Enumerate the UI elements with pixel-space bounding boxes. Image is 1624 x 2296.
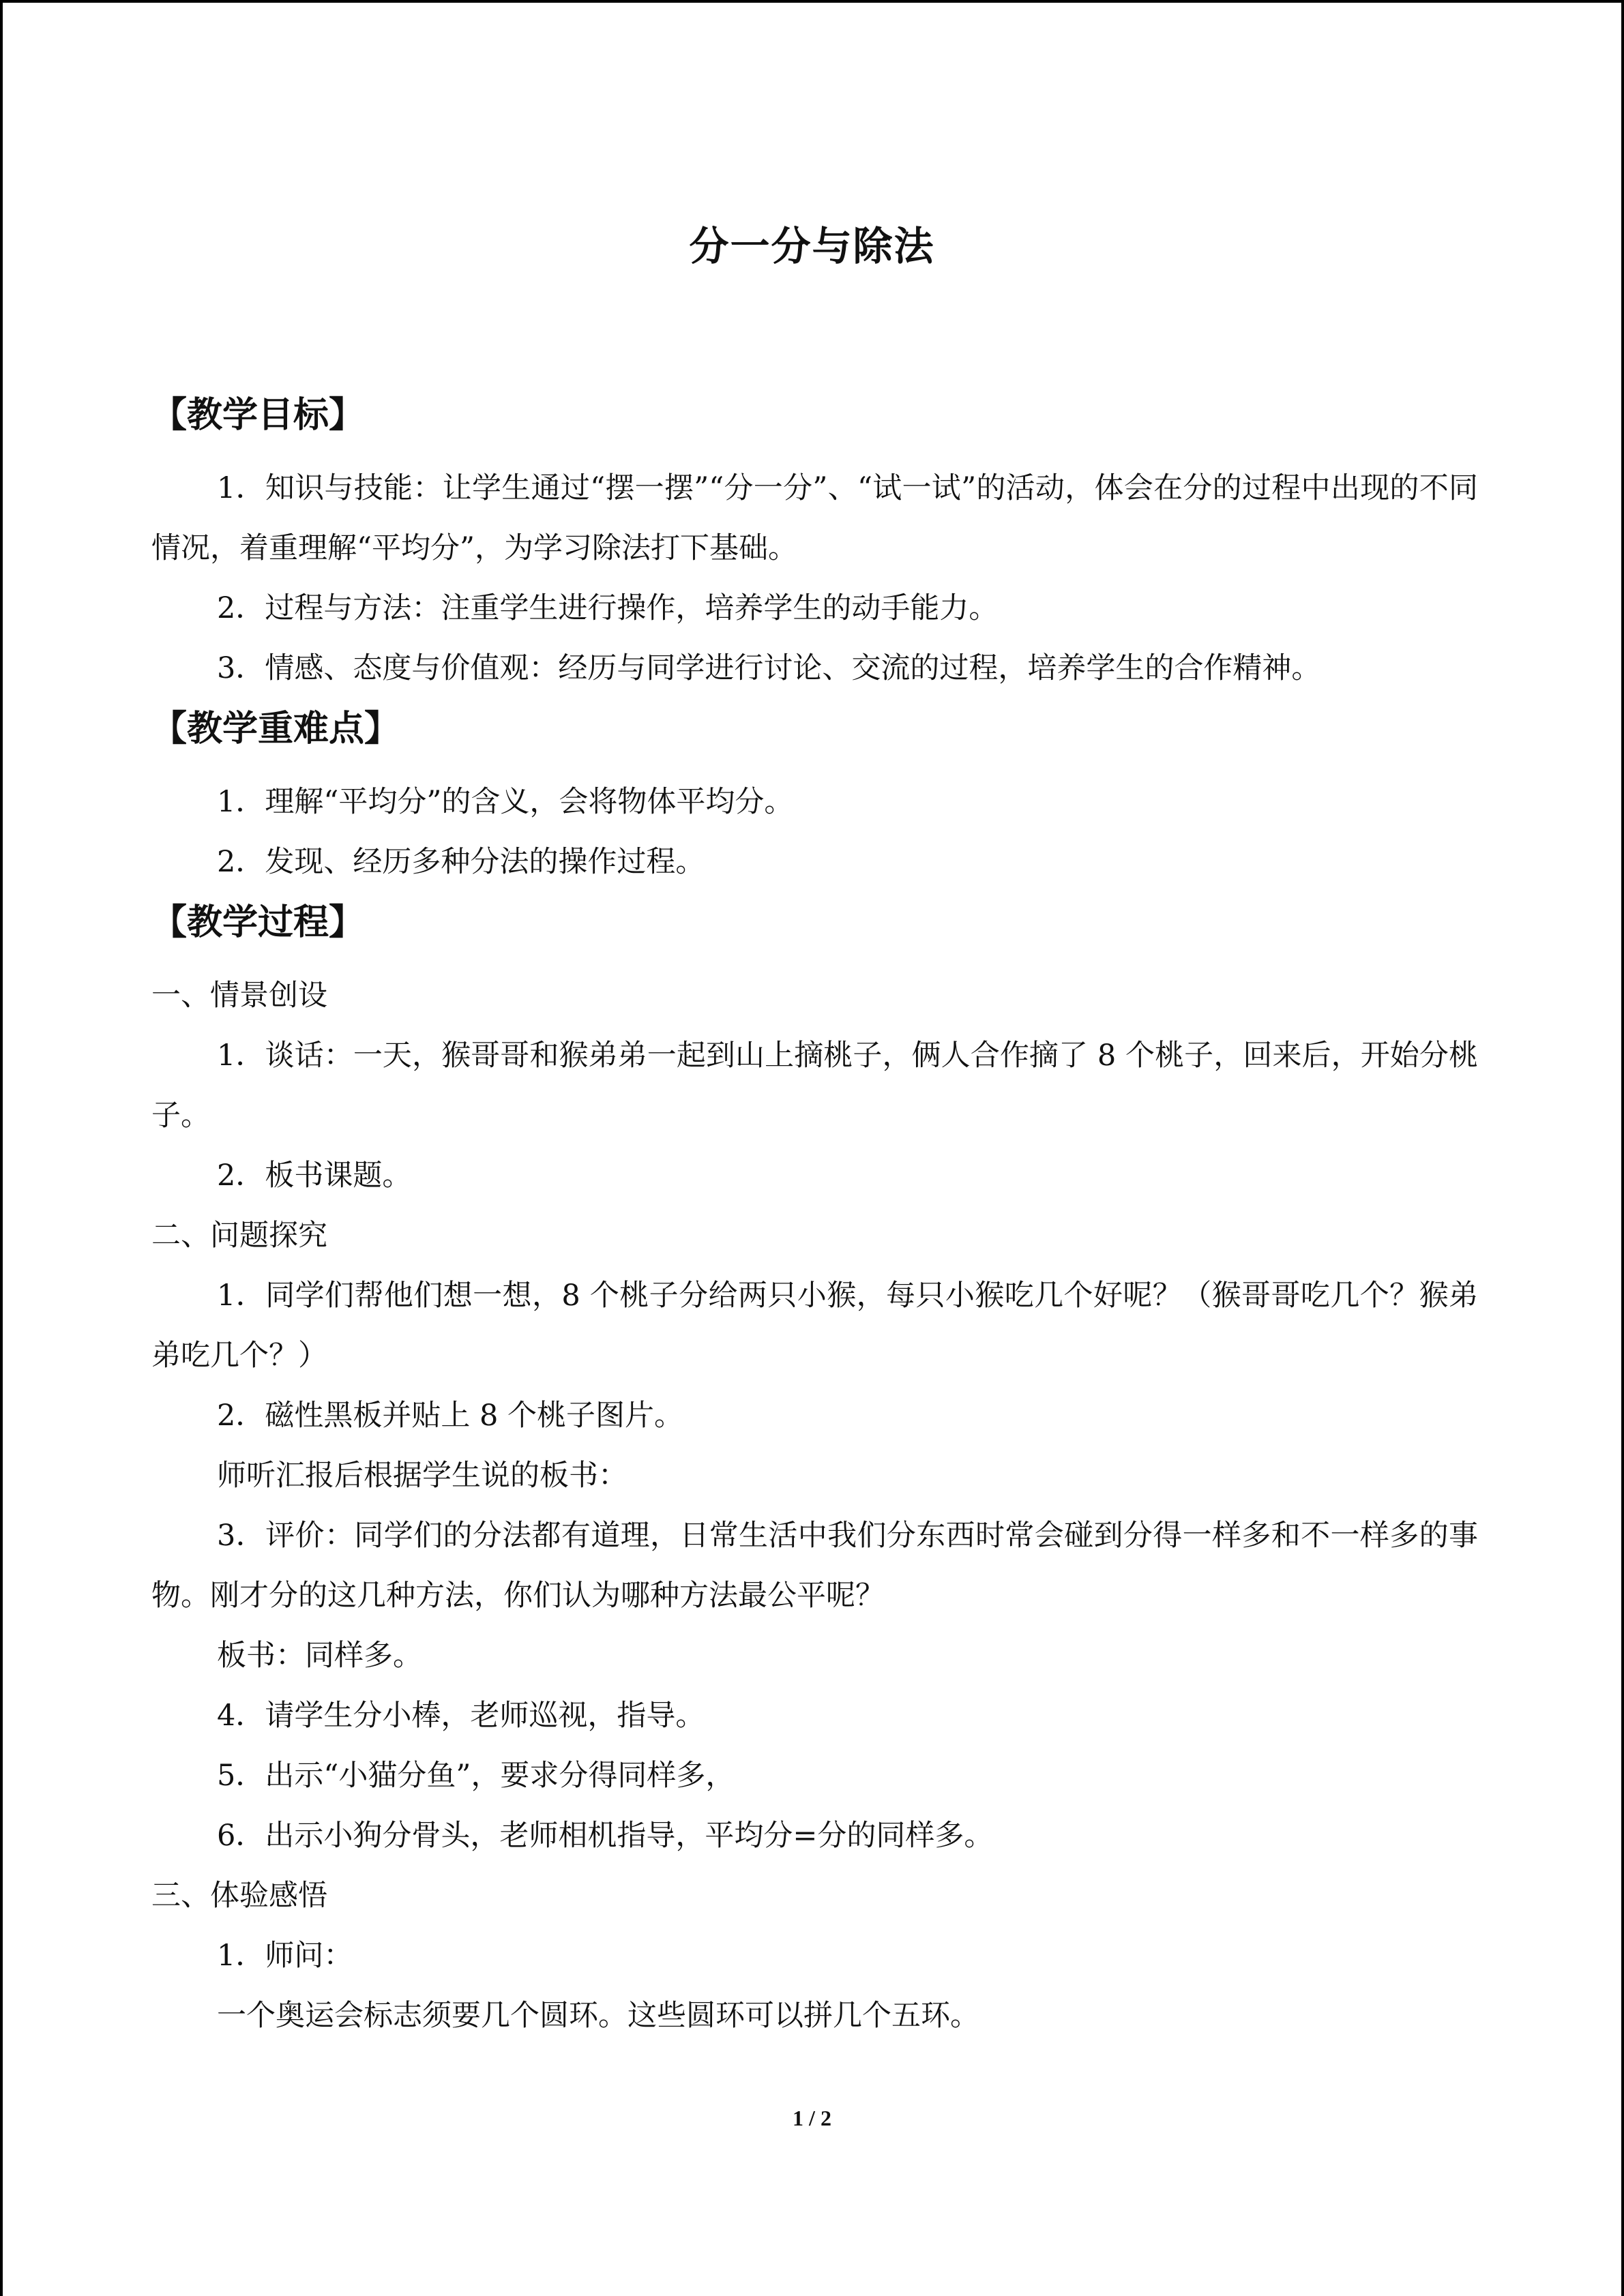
- process-part-2-item-8: 6．出示小狗分骨头，老师相机指导，平均分=分的同样多。: [217, 1819, 994, 1853]
- document-title: 分一分与除法: [689, 223, 935, 269]
- section-heading-key-points: 【教学重难点】: [151, 709, 400, 749]
- process-part-3-item-2: 一个奥运会标志须要几个圆环。这些圆环可以拼几个五环。: [217, 1999, 979, 2033]
- process-part-1-title: 一、情景创设: [151, 979, 327, 1013]
- process-part-2-item-2: 2．磁性黑板并贴上 8 个桃子图片。: [217, 1399, 684, 1433]
- objective-item-3: 3．情感、态度与价值观：经历与同学进行讨论、交流的过程，培养学生的合作精神。: [217, 651, 1321, 685]
- process-part-1-item-1: 1．谈话：一天，猴哥哥和猴弟弟一起到山上摘桃子，俩人合作摘了 8 个桃子，回来后，开始分桃子。: [151, 1039, 1478, 1133]
- page-number: 1 / 2: [793, 2106, 831, 2130]
- process-part-2-item-1: 1．同学们帮他们想一想，8 个桃子分给两只小猴，每只小猴吃几个好呢？（猴哥哥吃几个？猴弟弟吃几个？）: [151, 1279, 1478, 1373]
- key-point-item-2: 2．发现、经历多种分法的操作过程。: [217, 845, 705, 879]
- objective-item-1: 1．知识与技能：让学生通过“摆一摆”“分一分”、“试一试”的活动，体会在分的过程中出现的不同情况，着重理解“平均分”，为学习除法打下基础。: [151, 471, 1478, 565]
- document-body: [151, 385, 1478, 2046]
- process-part-2-item-7: 5．出示“小猫分鱼”，要求分得同样多，: [217, 1759, 735, 1793]
- section-heading-objectives: 【教学目标】: [151, 395, 365, 436]
- process-part-3-title: 三、体验感悟: [151, 1879, 327, 1913]
- process-part-2-item-6: 4．请学生分小棒，老师巡视，指导。: [217, 1699, 705, 1733]
- process-part-2-item-5: 板书：同样多。: [217, 1639, 422, 1673]
- process-part-1-item-2: 2．板书课题。: [217, 1159, 412, 1193]
- process-part-2-item-3: 师听汇报后根据学生说的板书：: [217, 1459, 628, 1493]
- objective-item-2: 2．过程与方法：注重学生进行操作，培养学生的动手能力。: [217, 591, 999, 625]
- key-point-item-1: 1．理解“平均分”的含义，会将物体平均分。: [217, 785, 794, 819]
- process-part-3-item-1: 1．师问：: [217, 1939, 353, 1973]
- process-part-2-item-4: 3．评价：同学们的分法都有道理，日常生活中我们分东西时常会碰到分得一样多和不一样多的事物。刚才分的这几种方法，你们认为哪种方法最公平呢？: [151, 1519, 1478, 1613]
- section-heading-process: 【教学过程】: [151, 902, 365, 943]
- process-part-2-title: 二、问题探究: [151, 1219, 327, 1253]
